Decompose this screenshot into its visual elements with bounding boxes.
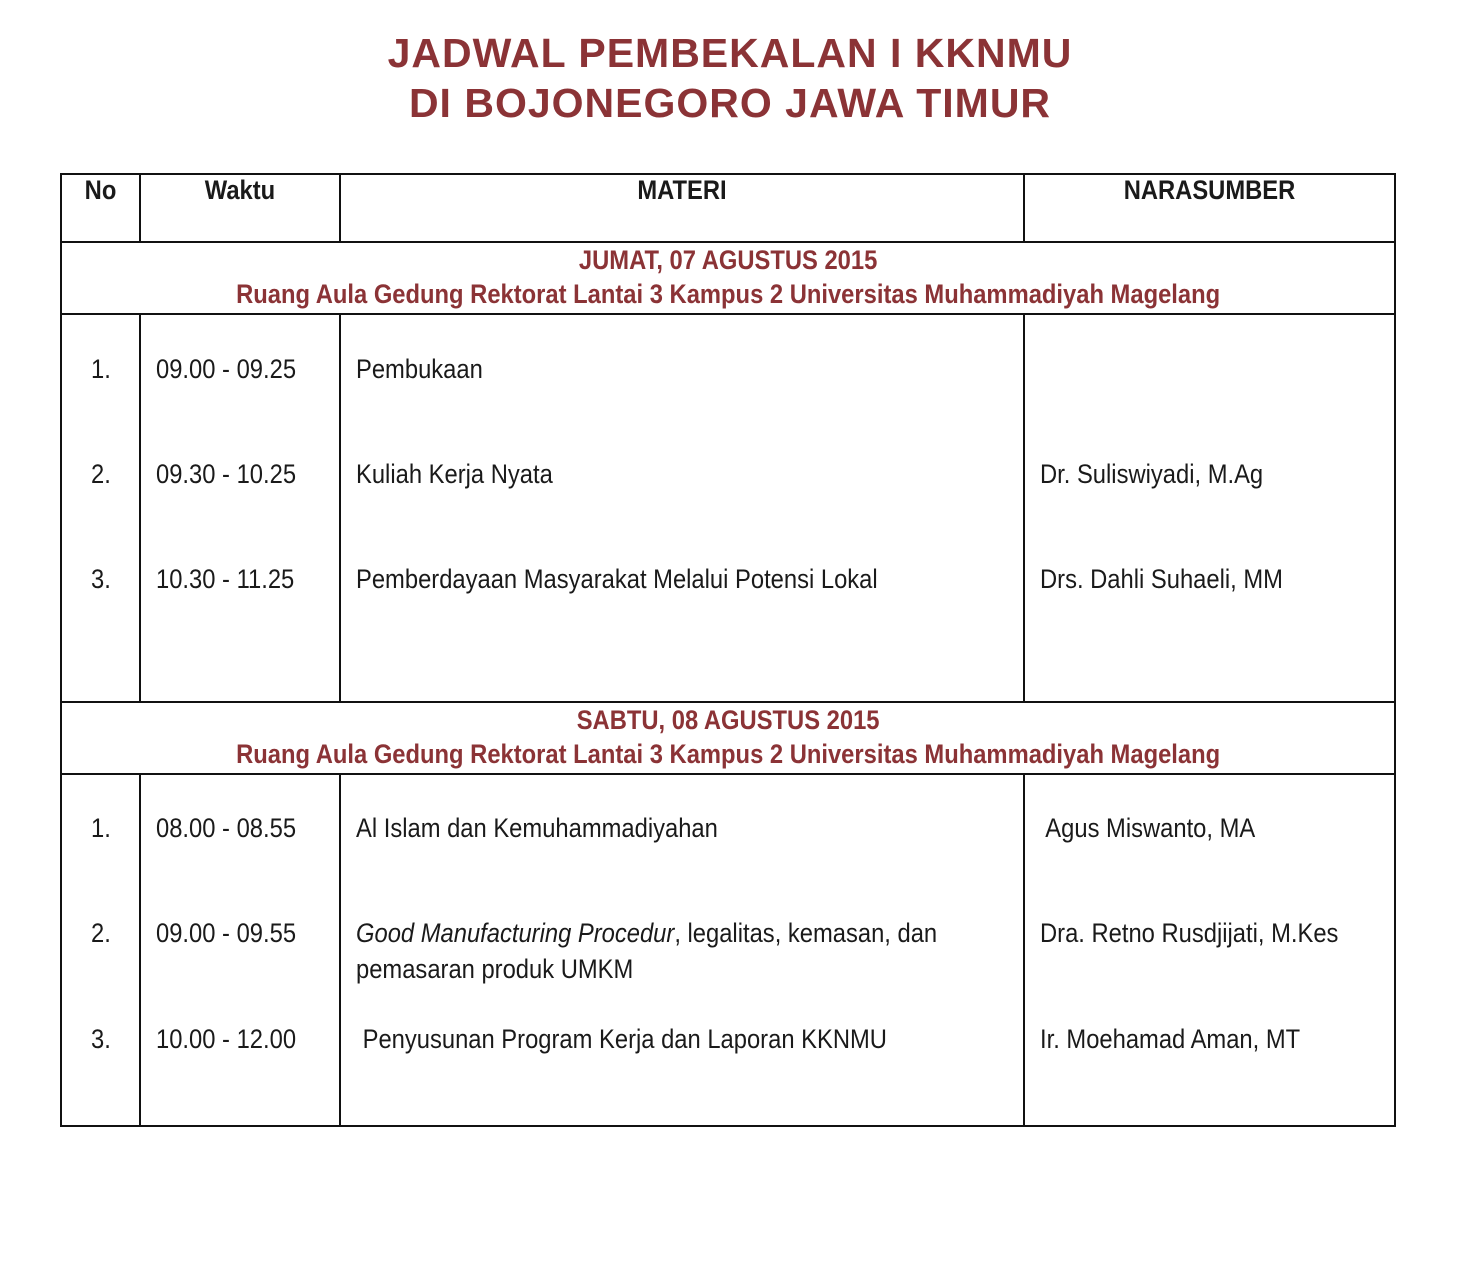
session-narasumber bbox=[1025, 351, 1394, 387]
session-time-column bbox=[140, 774, 340, 1126]
header-narasumber: NARASUMBER bbox=[1046, 174, 1372, 242]
day-date: JUMAT, 07 AGUSTUS 2015 bbox=[578, 245, 878, 275]
day-sessions-row bbox=[61, 774, 1395, 1126]
session-time: 09.30 - 10.25 bbox=[156, 459, 297, 489]
session-materi-column bbox=[340, 314, 1024, 702]
session-materi-rest: , legalitas, kemasan, dan pemasaran produk UMKM bbox=[356, 918, 938, 984]
session-narasumber: Ir. Moehamad Aman, MT bbox=[1040, 1024, 1301, 1054]
session-time-column bbox=[140, 314, 340, 702]
session-narasumber: Drs. Dahli Suhaeli, MM bbox=[1040, 564, 1283, 594]
session-materi: Penyusunan Program Kerja dan Laporan KKNMU bbox=[356, 1024, 887, 1054]
session-no: 3. bbox=[91, 564, 111, 594]
session-time: 09.00 - 09.25 bbox=[156, 354, 297, 384]
schedule-table bbox=[60, 173, 1396, 1127]
session-narasumber-column bbox=[1024, 774, 1395, 1126]
session-no-column bbox=[61, 314, 140, 702]
day-place: Ruang Aula Gedung Rektorat Lantai 3 Kampus 2 Universitas Muhammadiyah Magelang bbox=[235, 279, 1221, 309]
day-place: Ruang Aula Gedung Rektorat Lantai 3 Kampus 2 Universitas Muhammadiyah Magelang bbox=[235, 739, 1221, 769]
session-materi-italic: Good Manufacturing Procedur bbox=[356, 918, 675, 948]
session-no: 2. bbox=[91, 918, 111, 948]
session-time: 10.30 - 11.25 bbox=[156, 564, 295, 594]
session-time: 08.00 - 08.55 bbox=[156, 813, 297, 843]
session-narasumber: Dr. Suliswiyadi, M.Ag bbox=[1040, 459, 1264, 489]
day-header-cell bbox=[61, 242, 1395, 314]
page-title-line-1: JADWAL PEMBEKALAN I KKNMU bbox=[387, 30, 1073, 76]
session-materi: Pemberdayaan Masyarakat Melalui Potensi Lokal bbox=[356, 564, 878, 594]
session-narasumber-column bbox=[1024, 314, 1395, 702]
session-materi: Kuliah Kerja Nyata bbox=[356, 459, 553, 489]
session-no: 1. bbox=[91, 354, 111, 384]
table-header-row bbox=[61, 174, 1395, 242]
session-materi bbox=[341, 915, 1023, 987]
day-header-row bbox=[61, 242, 1395, 314]
session-no-column bbox=[61, 774, 140, 1126]
session-materi-column bbox=[340, 774, 1024, 1126]
session-time: 09.00 - 09.55 bbox=[156, 918, 297, 948]
session-materi: Pembukaan bbox=[356, 354, 483, 384]
day-date: SABTU, 08 AGUSTUS 2015 bbox=[576, 705, 880, 735]
day-header-row bbox=[61, 702, 1395, 774]
header-no: No bbox=[66, 174, 136, 242]
page-title-line-2: DI BOJONEGORO JAWA TIMUR bbox=[408, 80, 1052, 126]
session-narasumber: Agus Miswanto, MA bbox=[1040, 813, 1256, 843]
session-narasumber: Dra. Retno Rusdjijati, M.Kes bbox=[1040, 918, 1339, 948]
session-no: 1. bbox=[91, 813, 111, 843]
session-no: 3. bbox=[91, 1024, 111, 1054]
session-no: 2. bbox=[91, 459, 111, 489]
day-sessions-row bbox=[61, 314, 1395, 702]
header-time: Waktu bbox=[152, 174, 328, 242]
session-materi: Al Islam dan Kemuhammadiyahan bbox=[356, 813, 718, 843]
day-header-cell bbox=[61, 702, 1395, 774]
session-time: 10.00 - 12.00 bbox=[156, 1024, 297, 1054]
header-materi: MATERI bbox=[381, 174, 983, 242]
